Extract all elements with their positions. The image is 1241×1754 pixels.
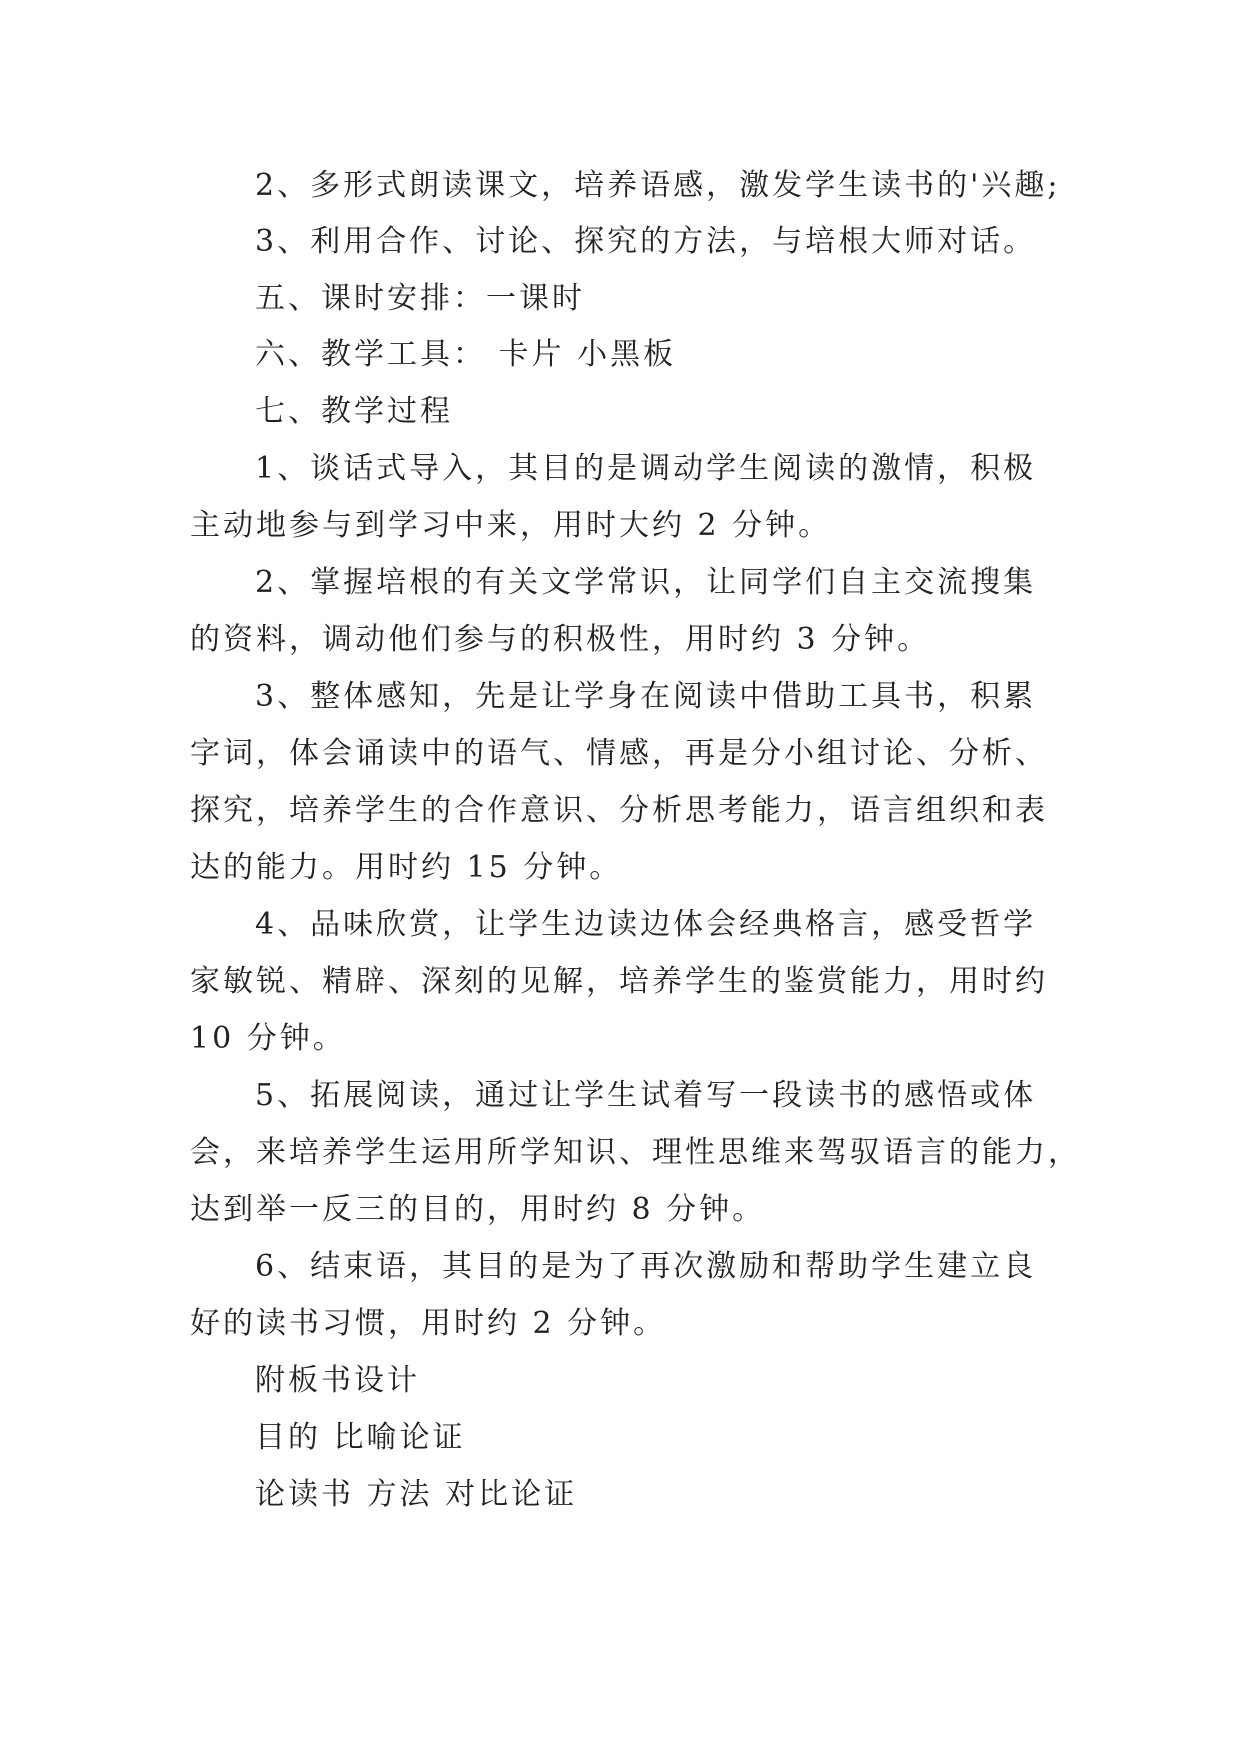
- text-line: 目的 比喻论证: [255, 1420, 466, 1455]
- text-line: 2、掌握培根的有关文学常识，让同学们自主交流搜集: [255, 565, 1037, 600]
- text-line: 4、品味欣赏，让学生边读边体会经典格言，感受哲学: [255, 907, 1037, 942]
- text-line: 达到举一反三的目的，用时约 8 分钟。: [190, 1192, 766, 1227]
- text-line: 6、结束语，其目的是为了再次激励和帮助学生建立良: [255, 1249, 1037, 1284]
- text-line: 5、拓展阅读，通过让学生试着写一段读书的感悟或体: [255, 1078, 1037, 1113]
- text-line: 会，来培养学生运用所学知识、理性思维来驾驭语言的能力，: [190, 1135, 1081, 1170]
- text-line: 2、多形式朗读课文，培养语感，激发学生读书的'兴趣;: [255, 168, 1061, 203]
- text-line: 主动地参与到学习中来，用时大约 2 分钟。: [190, 508, 832, 543]
- text-line: 附板书设计: [255, 1363, 420, 1398]
- text-line: 的资料，调动他们参与的积极性，用时约 3 分钟。: [190, 622, 931, 657]
- text-line: 字词，体会诵读中的语气、情感，再是分小组讨论、分析、: [190, 736, 1048, 771]
- text-line: 10 分钟。: [190, 1021, 346, 1056]
- text-line: 好的读书习惯，用时约 2 分钟。: [190, 1306, 667, 1341]
- text-line: 家敏锐、精辟、深刻的见解，培养学生的鉴赏能力，用时约: [190, 964, 1048, 999]
- text-line: 1、谈话式导入，其目的是调动学生阅读的激情，积极: [255, 451, 1037, 486]
- text-line: 达的能力。用时约 15 分钟。: [190, 850, 623, 885]
- text-line: 六、教学工具： 卡片 小黑板: [255, 337, 677, 372]
- text-line: 七、教学过程: [255, 394, 453, 429]
- text-line: 五、课时安排：一课时: [255, 281, 585, 316]
- text-line: 论读书 方法 对比论证: [255, 1477, 578, 1512]
- text-line: 探究，培养学生的合作意识、分析思考能力，语言组织和表: [190, 793, 1048, 828]
- text-line: 3、整体感知，先是让学身在阅读中借助工具书，积累: [255, 679, 1037, 714]
- text-line: 3、利用合作、讨论、探究的方法，与培根大师对话。: [255, 224, 1037, 259]
